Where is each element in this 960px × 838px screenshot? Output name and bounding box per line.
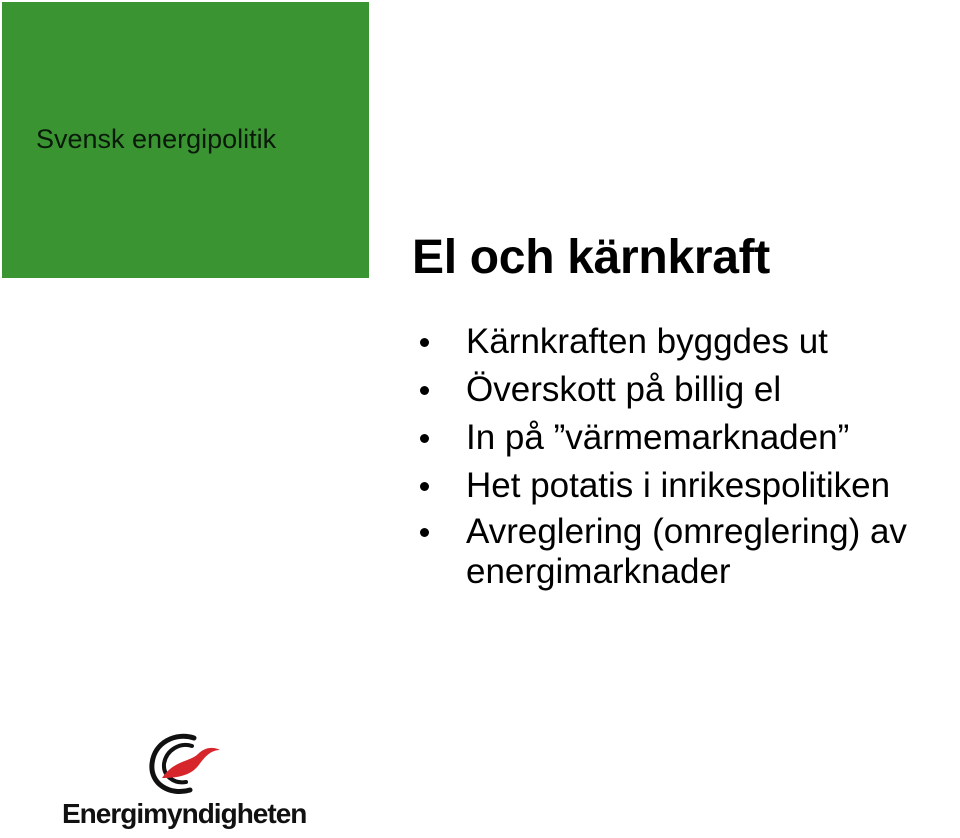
bullet-item xyxy=(418,414,960,462)
bullet-item xyxy=(418,366,960,414)
section-label: Svensk energipolitik xyxy=(36,124,277,154)
bullet-icon xyxy=(420,338,429,347)
bullet-text: Avreglering (omreglering) av energimarknader xyxy=(466,512,907,591)
bullet-item xyxy=(418,512,960,592)
slide-title: El och kärnkraft xyxy=(412,231,770,284)
section-header-block xyxy=(2,2,369,278)
bullet-text: In på ”värmemarknaden” xyxy=(466,418,850,457)
bullet-icon xyxy=(420,434,429,443)
bullet-text: Överskott på billig el xyxy=(466,370,782,409)
bullet-text: Het potatis i inrikespolitiken xyxy=(466,466,891,505)
bullet-list xyxy=(418,318,960,592)
bullet-icon xyxy=(420,386,429,395)
bullet-icon xyxy=(420,528,429,537)
bullet-text: Kärnkraften byggdes ut xyxy=(466,322,828,361)
energimyndigheten-logo-icon xyxy=(144,732,224,796)
bullet-item xyxy=(418,462,960,510)
bullet-icon xyxy=(420,482,429,491)
bullet-item xyxy=(418,318,960,366)
logo-wordmark: Energimyndigheten xyxy=(62,798,307,829)
energimyndigheten-logo xyxy=(62,728,312,836)
